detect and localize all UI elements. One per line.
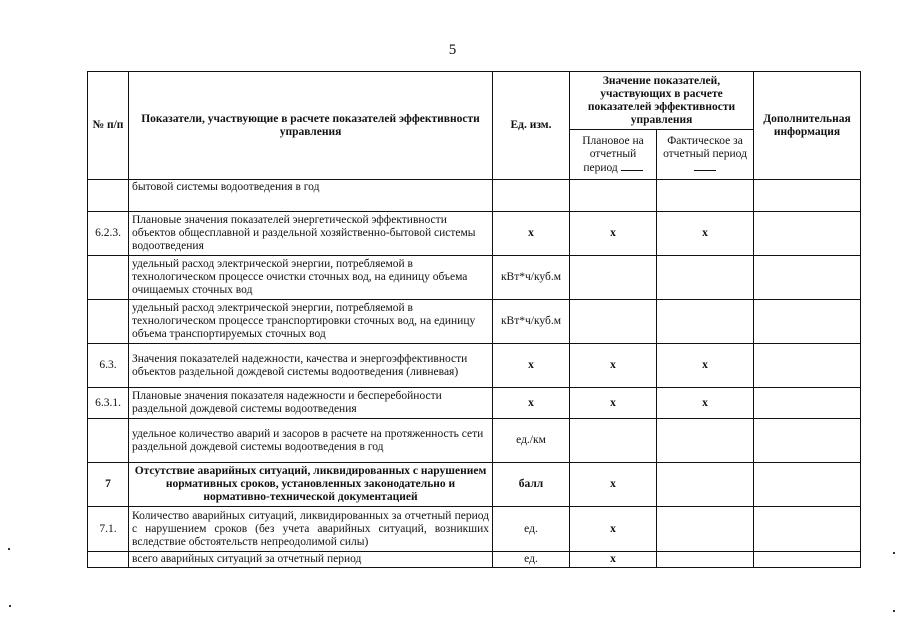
row-plan: х (570, 388, 657, 419)
row-fact (657, 180, 754, 212)
row-num (88, 552, 129, 568)
table-row (88, 300, 861, 344)
header-num: № п/п (88, 72, 129, 180)
row-plan: х (570, 463, 657, 507)
row-text: Значения показателей надежности, качества и энергоэффективности объектов раздельной дождевой системы водоотведения (ливневая) (129, 344, 493, 388)
table-row (88, 463, 861, 507)
blank-line (694, 161, 716, 171)
scan-speck (893, 552, 895, 554)
row-fact: х (657, 388, 754, 419)
table-row (88, 344, 861, 388)
row-fact: х (657, 212, 754, 256)
scan-speck (893, 610, 895, 612)
row-num (88, 180, 129, 212)
row-extra (754, 256, 861, 300)
row-fact (657, 419, 754, 463)
header-planned-label: Плановое на отчетный период (582, 134, 644, 174)
row-text: Отсутствие аварийных ситуаций, ликвидированных с нарушением нормативных сроков, установленных законодательно и нормативно-технической документацией (129, 463, 493, 507)
row-extra (754, 463, 861, 507)
row-fact (657, 256, 754, 300)
table-row (88, 552, 861, 568)
row-extra (754, 507, 861, 552)
header-indicator: Показатели, участвующие в расчете показателей эффективности управления (129, 72, 493, 180)
indicators-table (87, 71, 861, 568)
row-text: удельный расход электрической энергии, потребляемой в технологическом процессе транспортировки сточных вод, на единицу объема транспортируемых сточных вод (129, 300, 493, 344)
row-text: удельное количество аварий и засоров в расчете на протяженность сети раздельной дождевой системы водоотведения в год (129, 419, 493, 463)
row-unit: ед. (493, 552, 570, 568)
row-unit: кВт*ч/куб.м (493, 300, 570, 344)
row-text: Количество аварийных ситуаций, ликвидированных за отчетный период с нарушением сроков (без учета аварийных ситуаций, возникших вследствие обстоятельств непреодолимой силы) (129, 507, 493, 552)
row-extra (754, 388, 861, 419)
row-fact (657, 300, 754, 344)
row-num (88, 419, 129, 463)
table-row (88, 256, 861, 300)
row-plan (570, 256, 657, 300)
row-plan (570, 419, 657, 463)
header-values: Значение показателей, участвующих в расчете показателей эффективности управления (570, 72, 754, 130)
header-unit: Ед. изм. (493, 72, 570, 180)
table-row (88, 388, 861, 419)
row-extra (754, 344, 861, 388)
row-num (88, 300, 129, 344)
row-unit (493, 180, 570, 212)
header-actual (657, 130, 754, 180)
row-plan: х (570, 344, 657, 388)
row-num: 6.3.1. (88, 388, 129, 419)
page-number: 5 (448, 42, 457, 58)
row-plan: х (570, 507, 657, 552)
row-num: 7 (88, 463, 129, 507)
row-num (88, 256, 129, 300)
row-unit: ед. (493, 507, 570, 552)
header-extra: Дополнительная информация (754, 72, 861, 180)
row-unit: ед./км (493, 419, 570, 463)
row-unit: х (493, 344, 570, 388)
row-fact (657, 463, 754, 507)
row-extra (754, 552, 861, 568)
row-text: всего аварийных ситуаций за отчетный период (129, 552, 493, 568)
row-plan: х (570, 552, 657, 568)
row-unit: кВт*ч/куб.м (493, 256, 570, 300)
table-row (88, 212, 861, 256)
row-unit: балл (493, 463, 570, 507)
header-planned (570, 130, 657, 180)
row-text: бытовой системы водоотведения в год (129, 180, 493, 212)
row-text: Плановые значения показателей энергетической эффективности объектов общесплавной и раздельной хозяйственно-бытовой системы водоотведения (129, 212, 493, 256)
row-extra (754, 300, 861, 344)
row-extra (754, 180, 861, 212)
scan-speck (8, 548, 10, 550)
row-extra (754, 419, 861, 463)
row-extra (754, 212, 861, 256)
row-plan (570, 180, 657, 212)
row-unit: х (493, 212, 570, 256)
row-fact: х (657, 344, 754, 388)
scan-speck (9, 605, 11, 607)
row-plan (570, 300, 657, 344)
row-unit: х (493, 388, 570, 419)
row-num: 7.1. (88, 507, 129, 552)
row-fact (657, 552, 754, 568)
header-actual-label: Фактическое за отчетный период (663, 134, 747, 160)
row-num: 6.3. (88, 344, 129, 388)
blank-line (621, 161, 643, 171)
table-row (88, 507, 861, 552)
row-fact (657, 507, 754, 552)
row-num: 6.2.3. (88, 212, 129, 256)
row-text: Плановые значения показателя надежности и бесперебойности раздельной дождевой системы водоотведения (129, 388, 493, 419)
table-row (88, 419, 861, 463)
row-plan: х (570, 212, 657, 256)
table-row (88, 180, 861, 212)
row-text: удельный расход электрической энергии, потребляемой в технологическом процессе очистки сточных вод, на единицу объема очищаемых сточных вод (129, 256, 493, 300)
